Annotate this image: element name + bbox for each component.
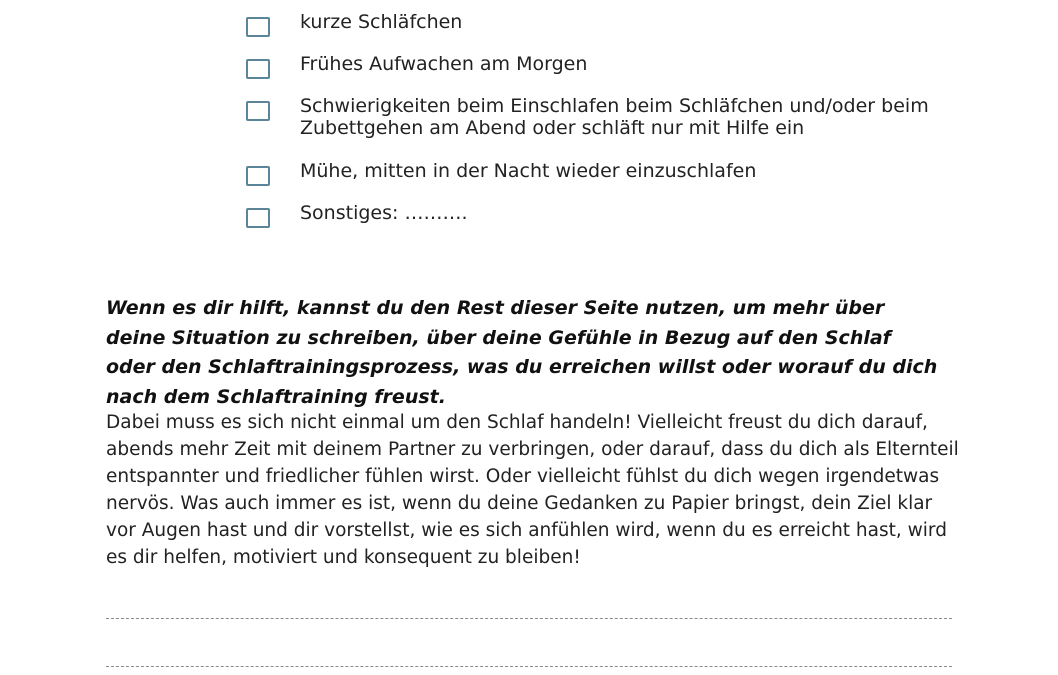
prompt-heading: Wenn es dir hilft, kannst du den Rest dieser Seite nutzen, um mehr über deine Situation zu schreiben, über deine Gefühle in Bezug auf den Schlaf oder den Schlaftrainingsprozess, was du erreichen willst oder worauf du dich nach dem Schlaftraining freust. xyxy=(106,297,938,408)
checkbox[interactable] xyxy=(246,208,270,228)
writing-line[interactable] xyxy=(106,618,952,619)
checkbox[interactable] xyxy=(246,59,270,79)
checkbox[interactable] xyxy=(246,101,270,121)
checklist xyxy=(0,0,1058,240)
checklist-item-label: Schwierigkeiten beim Einschlafen beim Schläfchen und/oder beim Zubettgehen am Abend oder schläft nur mit Hilfe ein xyxy=(300,95,929,139)
checklist-item-label: Mühe, mitten in der Nacht wieder einzuschlafen xyxy=(300,160,757,182)
checklist-item-label: kurze Schläfchen xyxy=(300,11,463,33)
checklist-item-label: Frühes Aufwachen am Morgen xyxy=(300,53,588,75)
checkbox[interactable] xyxy=(246,166,270,186)
checklist-item-label: Sonstiges: ………. xyxy=(300,202,468,224)
checkbox[interactable] xyxy=(246,17,270,37)
prompt-body: Dabei muss es sich nicht einmal um den Schlaf handeln! Vielleicht freust du dich darauf, abends mehr Zeit mit deinem Partner zu verbringen, oder darauf, dass du dich als Elternteil entspannter und friedlicher fühlen wirst. Oder vielleicht fühlst du dich wegen irgendetwas nervös. Was auch immer es ist, wenn du deine Gedanken zu Papier bringst, dein Ziel klar vor Augen hast und dir vorstellst, wie es sich anfühlen wird, wenn du es erreicht hast, wird es dir helfen, motiviert und konsequent zu bleiben! xyxy=(106,412,959,568)
writing-line[interactable] xyxy=(106,666,952,667)
